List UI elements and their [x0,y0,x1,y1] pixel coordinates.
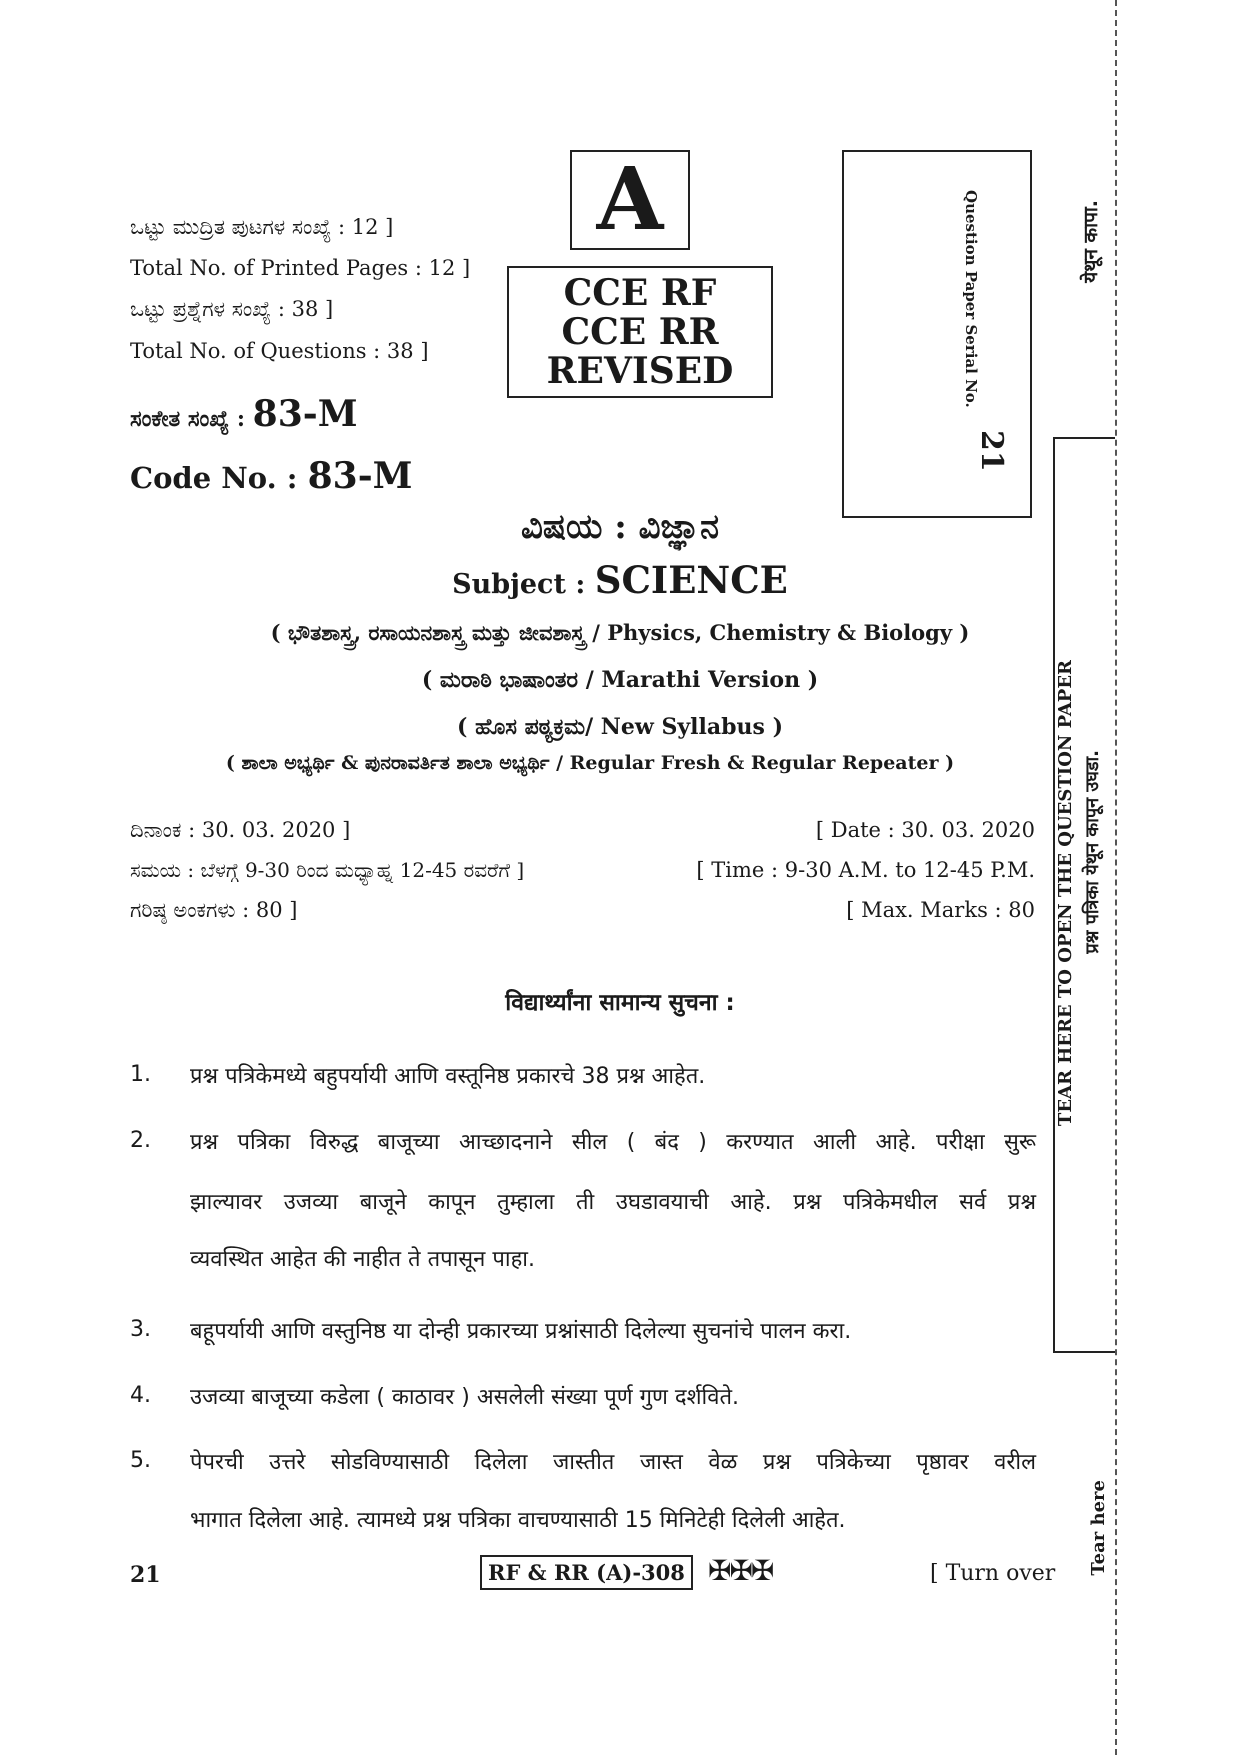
subject-version [0,667,1240,693]
instruction-number: 2. [130,1128,151,1153]
instruction-line: पेपरची उत्तरे सोडविण्यासाठी दिलेला जास्तीत जास्त वेळ प्रश्न पत्रिकेच्या पृष्ठावर वरील [190,1450,1036,1475]
instruction-line: प्रश्न पत्रिका विरुद्ध बाजूच्या आच्छादनाने सील ( बंद ) करण्यात आली आहे. परीक्षा सुरू [190,1130,1036,1155]
code-label: Code No. : [130,461,308,495]
tear-here-mr: प्रश्न पत्रिका येथून कापून उघडा. [1082,750,1103,954]
instruction-line: प्रश्न पत्रिकेमध्ये बहुपर्यायी आणि वस्तूनिष्ठ प्रकारचे 38 प्रश्न आहेत. [190,1064,706,1089]
subject-value: SCIENCE [594,558,788,602]
instruction-line: बहूपर्यायी आणि वस्तुनिष्ठ या दोन्ही प्रकारच्या प्रश्नांसाठी दिलेल्या सुचनांचे पालन करा. [190,1319,852,1344]
kn-max-marks: ಗರಿಷ್ಠ ಅಂಕಗಳು : 80 ] [130,898,298,922]
kn-code-value: 83-M [252,393,358,435]
cce-line-1: CCE RF [563,271,717,314]
instruction-line: व्यवस्थित आहेत की नाहीत ते तपासून पाहा. [190,1247,535,1272]
page-number: 21 [130,1562,161,1588]
subject-title [0,558,1240,602]
cce-box [507,266,773,398]
paper-code: RF & RR (A)-308 [480,1555,693,1590]
version-en: Marathi Version ) [601,667,819,693]
kn-total-questions: ಒಟ್ಟು ಪ್ರಶ್ನೆಗಳ ಸಂಖ್ಯೆ : 38 ] [130,297,334,321]
version-kn: ( ಮರಾಠಿ ಭಾಷಾಂತರ / [421,667,602,693]
tear-here-to-open: TEAR HERE TO OPEN THE QUESTION PAPER [1055,660,1076,1127]
instructions-title: विद्यार्थ्यांना सामान्य सुचना : [505,990,735,1016]
subject-branches [0,620,1240,646]
instruction-line: उजव्या बाजूच्या कडेला ( काठावर ) असलेली संख्या पूर्ण गुण दर्शविते. [190,1385,740,1410]
serial-number: 21 [974,430,1009,472]
cut-line [1115,0,1117,1755]
printed-pages: Total No. of Printed Pages : 12 ] [130,256,471,280]
turn-over: [ Turn over [930,1561,1056,1586]
candidate-kn: ( ಶಾಲಾ ಅಭ್ಯರ್ಥಿ & ಪುನರಾವರ್ತಿತ ಶಾಲಾ ಅಭ್ಯರ್ಥಿ / [225,752,570,774]
total-questions: Total No. of Questions : 38 ] [130,339,429,363]
serial-label: Question Paper Serial No. [962,190,980,408]
instruction-number: 3. [130,1317,151,1342]
kn-printed-pages: ಒಟ್ಟು ಮುದ್ರಿತ ಪುಟಗಳ ಸಂಖ್ಯೆ : 12 ] [130,215,394,239]
tear-here-label: Tear here [1088,1480,1109,1576]
subject-label: Subject : [452,569,595,600]
exam-time: [ Time : 9-30 A.M. to 12-45 P.M. [696,858,1035,882]
candidate-en: Regular Fresh & Regular Repeater ) [569,752,955,774]
kn-exam-time: ಸಮಯ : ಬೆಳಗ್ಗೆ 9-30 ರಿಂದ ಮಧ್ಯಾಹ್ನ 12-45 ರವರೆಗೆ ] [130,858,525,882]
cce-line-2: CCE RR [561,310,719,353]
kn-code-number [130,393,358,435]
instruction-number: 5. [130,1448,151,1473]
syllabus-en: New Syllabus ) [600,714,783,740]
instruction-line: झाल्यावर उजव्या बाजूने कापून तुम्हाला ती उघडावयाची आहे. प्रश्न पत्रिकेमधील सर्व प्रश्न [190,1190,1036,1215]
syllabus-kn: ( ಹೊಸ ಪಠ್ಯಕ್ರಮ/ [457,714,601,740]
max-marks: [ Max. Marks : 80 [846,898,1035,922]
kn-code-label: ಸಂಕೇತ ಸಂಖ್ಯೆ : [130,406,253,432]
cut-here-mr: येथून कापा. [1080,200,1102,283]
exam-date: [ Date : 30. 03. 2020 [815,818,1035,842]
instruction-line: भागात दिलेला आहे. त्यामध्ये प्रश्न पत्रिका वाचण्यासाठी 15 मिनिटेही दिलेली आहेत. [190,1508,846,1533]
serial-number-box [842,150,1032,518]
version-letter-box: A [570,150,690,250]
subject-syllabus [0,714,1240,740]
branches-en: Physics, Chemistry & Biology ) [607,620,970,645]
instruction-number: 1. [130,1062,151,1087]
cce-line-3: REVISED [546,349,734,392]
code-value: 83-M [307,455,413,497]
subject-candidate [140,752,1040,774]
code-number [130,455,412,497]
kn-exam-date: ದಿನಾಂಕ : 30. 03. 2020 ] [130,818,351,842]
ornament-icon: ✠✠✠ [708,1554,773,1587]
subject-kn: ವಿಷಯ : ವಿಜ್ಞಾನ [520,507,720,547]
instruction-number: 4. [130,1383,151,1408]
branches-kn: ( ಭೌತಶಾಸ್ತ್ರ, ರಸಾಯನಶಾಸ್ತ್ರ ಮತ್ತು ಜೀವಶಾಸ್ತ್ರ / [270,620,608,645]
